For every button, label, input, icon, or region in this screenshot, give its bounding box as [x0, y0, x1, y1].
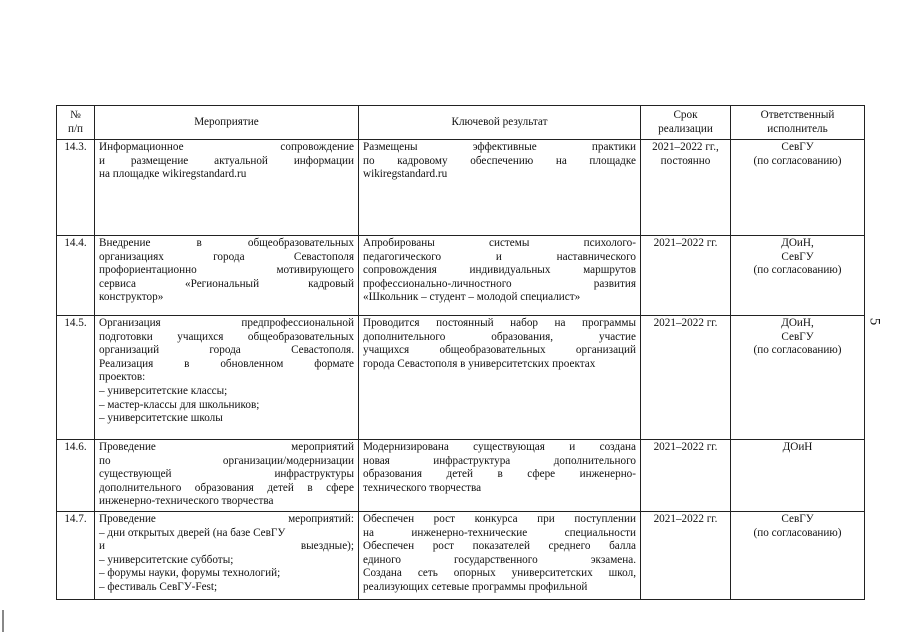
result-line: города Севастополя в университетских проектах: [363, 357, 596, 370]
activity-line: профориентационно мотивирующего: [99, 264, 354, 277]
result-line: новая инфраструктура дополнительного: [363, 454, 636, 467]
term-cell: [641, 236, 731, 316]
activity-line: проектов:: [99, 371, 146, 384]
result-cell: [359, 512, 641, 600]
row-number: 14.5.: [57, 316, 95, 440]
result-line: Создана сеть опорных университетских школ,: [363, 567, 636, 580]
events-table: [56, 105, 865, 600]
activity-line: сервиса «Региональный кадровый: [99, 277, 354, 290]
result-line: wikiregstandard.ru: [363, 168, 448, 181]
activity-cell: [95, 440, 359, 512]
activity-line: Проведение мероприятий: [99, 441, 354, 453]
activity-line: Внедрение в общеобразовательных: [99, 237, 354, 249]
activity-line: Организация предпрофессиональной: [99, 317, 354, 329]
activity-line: и выездные);: [99, 540, 354, 553]
activity-line: по организации/модернизации: [99, 454, 354, 467]
result-line: по кадровому обеспечению на площадке: [363, 154, 636, 167]
scan-margin-mark: [2, 610, 4, 632]
responsible-cell: [731, 316, 865, 440]
activity-cell: [95, 316, 359, 440]
result-line: профессионально-личностного развития: [363, 277, 636, 290]
activity-line: – дни открытых дверей (на базе СевГУ: [99, 526, 286, 539]
activity-line: – университетские субботы;: [99, 553, 234, 566]
responsible-line: СевГУ: [781, 513, 814, 525]
term-line: 2021–2022 гг.: [653, 237, 718, 249]
header-num: [57, 106, 95, 140]
result-line: технического творчества: [363, 481, 482, 494]
activity-line: – фестиваль СевГУ-Fest;: [99, 580, 218, 593]
activity-line: – мастер-классы для школьников;: [99, 398, 260, 411]
table-body: [57, 140, 865, 600]
activity-line: подготовки учащихся общеобразовательных: [99, 330, 354, 343]
activity-line: существующей инфраструктуры: [99, 468, 354, 481]
header-responsible: Ответственный исполнитель: [731, 106, 865, 140]
result-line: Модернизирована существующая и создана: [363, 441, 636, 453]
responsible-line: СевГУ: [781, 141, 814, 153]
responsible-cell: [731, 440, 865, 512]
result-cell: [359, 440, 641, 512]
activity-line: Проведение мероприятий:: [99, 513, 354, 525]
responsible-line: (по согласованию): [753, 344, 842, 357]
term-cell: [641, 140, 731, 236]
result-line: Апробированы системы психолого-: [363, 237, 636, 249]
table-row: [57, 140, 865, 236]
activity-line: и размещение актуальной информации: [99, 154, 354, 167]
responsible-line: (по согласованию): [753, 526, 842, 539]
activity-line: – форумы науки, форумы технологий;: [99, 567, 281, 580]
activity-line: – университетские классы;: [99, 384, 228, 397]
term-cell: [641, 316, 731, 440]
activity-line: конструктор»: [99, 291, 164, 304]
activity-line: Информационное сопровождение: [99, 141, 354, 153]
header-term: Срок реализации: [641, 106, 731, 140]
row-number: 14.6.: [57, 440, 95, 512]
responsible-line: ДОиН: [782, 441, 813, 453]
result-line: Обеспечен рост показателей среднего балла: [363, 540, 636, 553]
result-line: Обеспечен рост конкурса при поступлении: [363, 513, 636, 525]
result-line: единого государственного экзамена.: [363, 553, 636, 566]
header-num-line: п/п: [67, 122, 84, 135]
responsible-cell: [731, 140, 865, 236]
header-activity: Мероприятие: [95, 106, 359, 140]
activity-cell: [95, 236, 359, 316]
table-row: [57, 512, 865, 600]
result-line: сопровождения индивидуальных маршрутов: [363, 264, 636, 277]
result-line: Размещены эффективные практики: [363, 141, 636, 153]
result-line: педагогического и наставнического: [363, 250, 636, 263]
activity-line: организаций города Севастополя.: [99, 344, 354, 357]
table-header-row: [57, 106, 865, 140]
activity-line: Реализация в обновленном формате: [99, 357, 354, 370]
responsible-line: ДОиН,: [781, 317, 814, 329]
table-row: [57, 316, 865, 440]
result-cell: [359, 236, 641, 316]
term-cell: [641, 440, 731, 512]
activity-cell: [95, 140, 359, 236]
term-cell: [641, 512, 731, 600]
term-line: 2021–2022 гг.,: [652, 141, 719, 153]
responsible-line: СевГУ: [781, 250, 814, 263]
result-line: дополнительного образования, участие: [363, 330, 636, 343]
responsible-line: ДОиН,: [781, 237, 814, 249]
table-row: [57, 440, 865, 512]
activity-line: на площадке wikiregstandard.ru: [99, 168, 247, 181]
responsible-cell: [731, 236, 865, 316]
result-line: образования детей в сфере инженерно-: [363, 468, 636, 481]
table-row: [57, 236, 865, 316]
responsible-cell: [731, 512, 865, 600]
activity-line: организациях города Севастополя: [99, 250, 354, 263]
activity-cell: [95, 512, 359, 600]
result-cell: [359, 316, 641, 440]
term-line: 2021–2022 гг.: [653, 513, 718, 525]
result-line: реализующих сетевые программы профильной: [363, 580, 588, 593]
row-number: 14.3.: [57, 140, 95, 236]
term-line: 2021–2022 гг.: [653, 317, 718, 329]
result-line: Проводится постоянный набор на программы: [363, 317, 636, 329]
result-line: учащихся общеобразовательных организаций: [363, 344, 636, 357]
result-line: «Школьник – студент – молодой специалист»: [363, 291, 581, 304]
responsible-line: СевГУ: [781, 330, 814, 343]
page-number: 5: [866, 317, 883, 326]
row-number: 14.4.: [57, 236, 95, 316]
header-num-line: №: [70, 108, 81, 121]
responsible-line: (по согласованию): [753, 264, 842, 277]
activity-line: – университетские школы: [99, 412, 223, 425]
activity-line: дополнительного образования детей в сфере: [99, 481, 354, 494]
header-result: Ключевой результат: [359, 106, 641, 140]
responsible-line: (по согласованию): [753, 154, 842, 167]
result-cell: [359, 140, 641, 236]
activity-line: инженерно-технического творчества: [99, 495, 274, 508]
result-line: на инженерно-технические специальности: [363, 526, 636, 539]
row-number: 14.7.: [57, 512, 95, 600]
term-line: постоянно: [660, 154, 711, 167]
term-line: 2021–2022 гг.: [653, 441, 718, 453]
